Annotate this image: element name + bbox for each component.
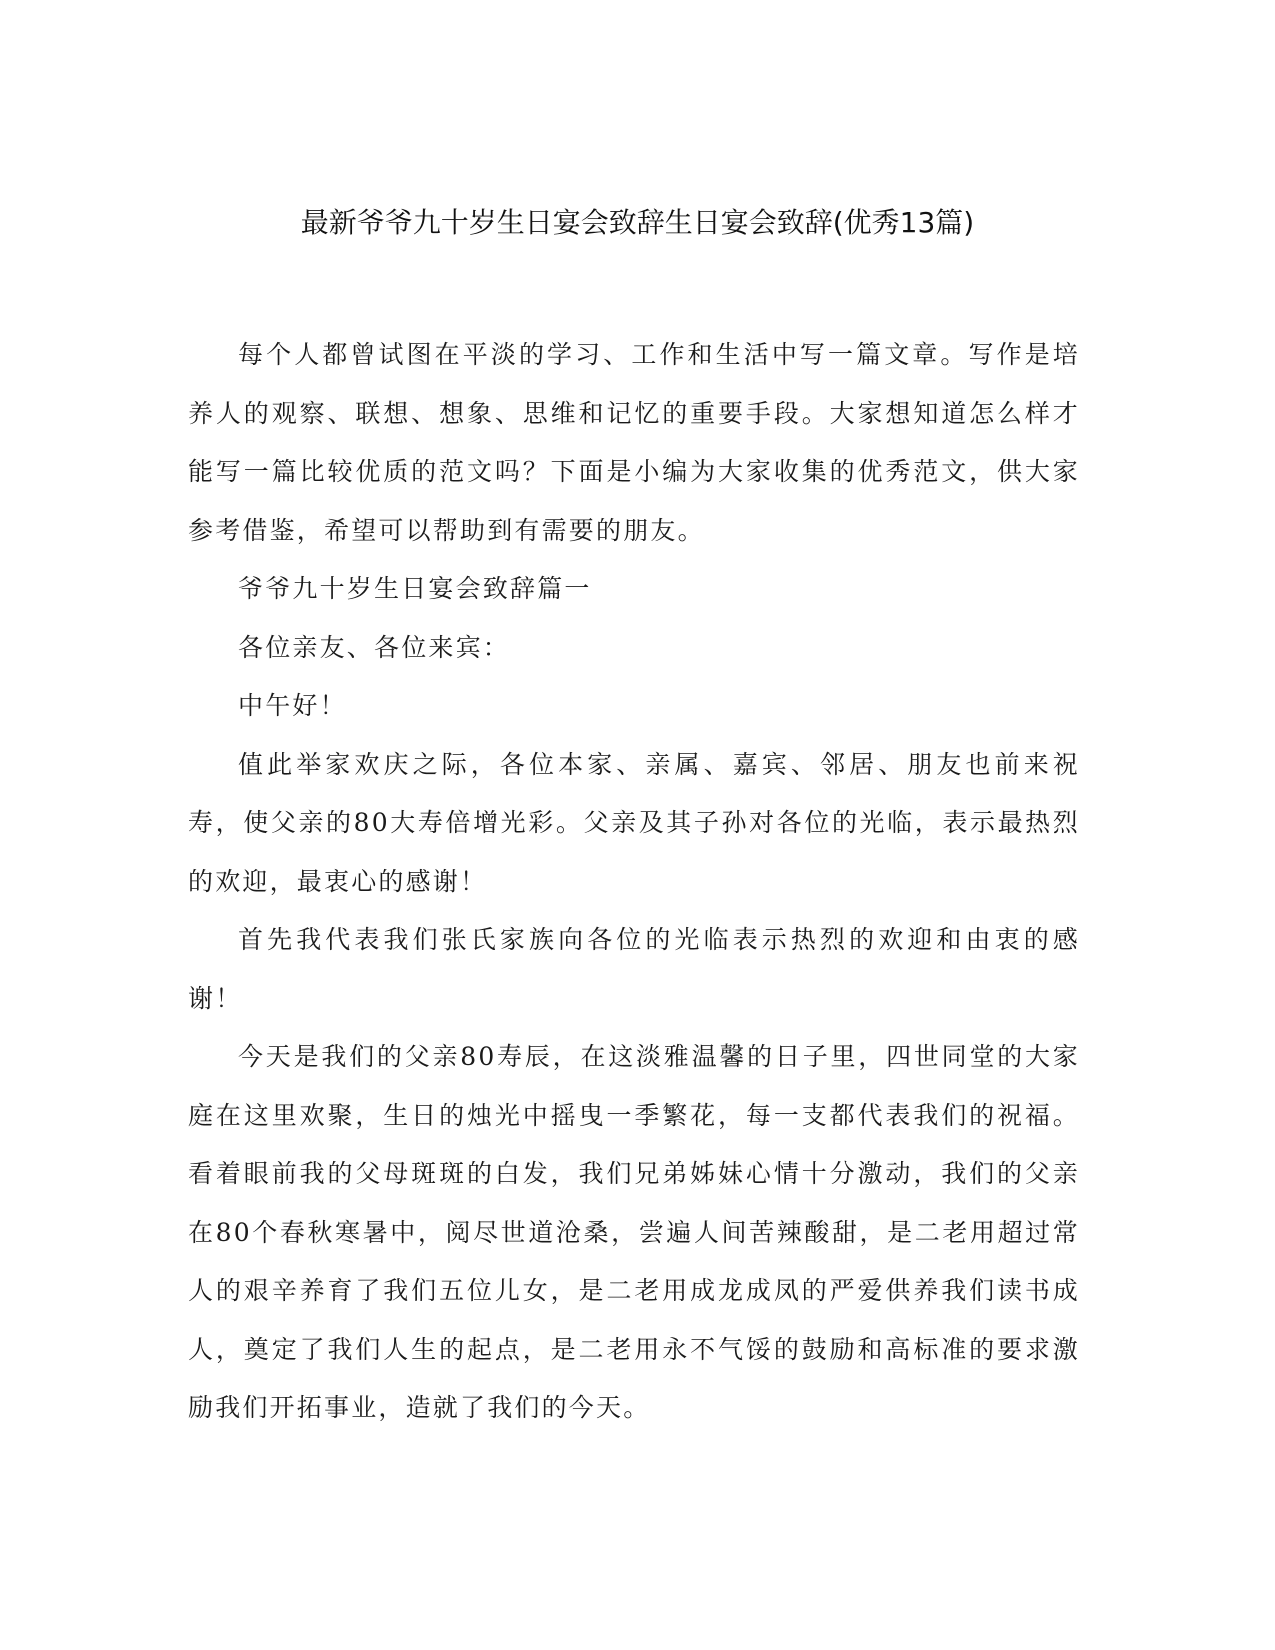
body-paragraph: 今天是我们的父亲80寿辰，在这淡雅温馨的日子里，四世同堂的大家庭在这里欢聚，生日的烛光中摇曳一季繁花，每一支都代表我们的祝福。看着眼前我的父母斑斑的白发，我们兄弟姊妹心情十分激动，我们的父亲在80个春秋寒暑中，阅尽世道沧桑，尝遍人间苦辣酸甜，是二老用超过常人的艰辛养育了我们五位儿女，是二老用成龙成凤的严爱供养我们读书成人，奠定了我们人生的起点，是二老用永不气馁的鼓励和高标准的要求激励我们开拓事业，造就了我们的今天。: [188, 1042, 1080, 1422]
body-paragraph: 值此举家欢庆之际，各位本家、亲属、嘉宾、邻居、朋友也前来祝寿，使父亲的80大寿倍增光彩。父亲及其子孙对各位的光临，表示最热烈的欢迎，最衷心的感谢！: [188, 749, 1080, 896]
greeting: 中午好！: [238, 691, 347, 720]
document-body: [188, 326, 1080, 1438]
intro-paragraph: 每个人都曾试图在平淡的学习、工作和生活中写一篇文章。写作是培养人的观察、联想、想象、思维和记忆的重要手段。大家想知道怎么样才能写一篇比较优质的范文吗？下面是小编为大家收集的优秀范文，供大家参考借鉴，希望可以帮助到有需要的朋友。: [188, 340, 1080, 545]
document-title: 最新爷爷九十岁生日宴会致辞生日宴会致辞(优秀13篇): [300, 206, 975, 239]
body-paragraph: 首先我代表我们张氏家族向各位的光临表示热烈的欢迎和由衷的感谢！: [188, 925, 1080, 1013]
salutation: 各位亲友、各位来宾：: [238, 632, 511, 662]
section-heading: 爷爷九十岁生日宴会致辞篇一: [238, 574, 592, 603]
